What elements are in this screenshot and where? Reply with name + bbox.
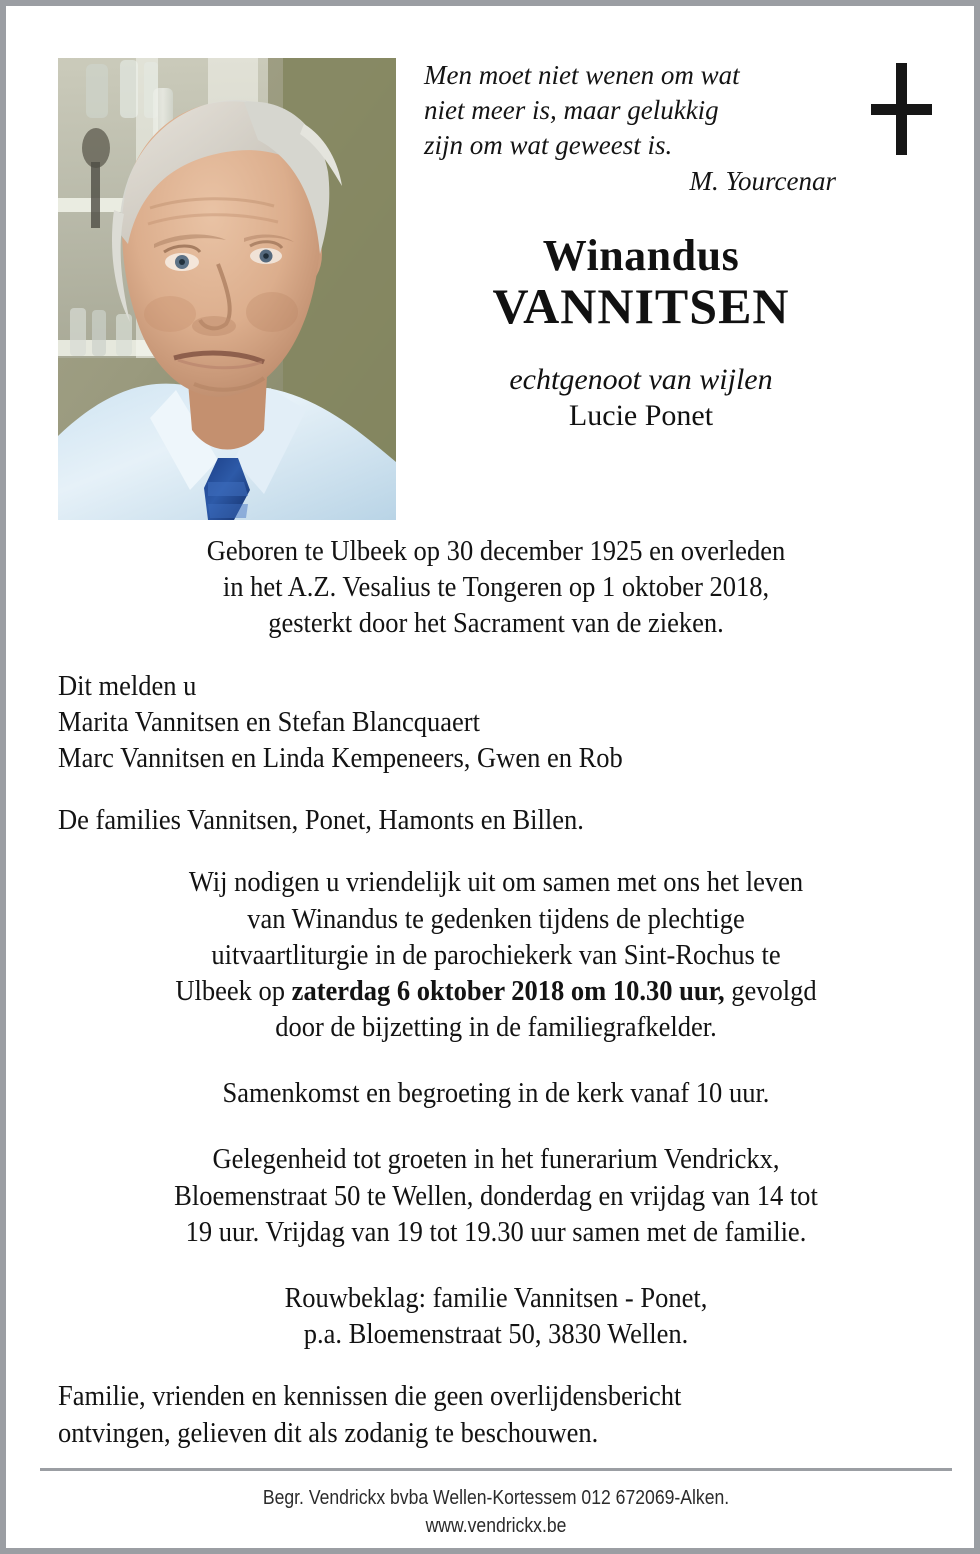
- condolences-line-2: p.a. Bloemenstraat 50, 3830 Wellen.: [303, 1319, 689, 1351]
- quote-attribution: M. Yourcenar: [689, 166, 836, 197]
- spacer: [58, 643, 934, 669]
- deceased-first-name: Winandus: [542, 231, 740, 280]
- gathering-line: Samenkomst en begroeting in de kerk vanaf 10 uur.: [222, 1078, 770, 1110]
- spacer: [58, 777, 934, 803]
- card-header: [6, 6, 974, 476]
- spouse-relation-label: echtgenoot van wijlen: [509, 363, 773, 396]
- invitation-line-5: door de bijzetting in de familiegrafkelder.: [275, 1012, 717, 1044]
- quote-line-2: niet meer is, maar gelukkig: [424, 95, 719, 126]
- families-line: De families Vannitsen, Ponet, Hamonts en Billen.: [58, 805, 584, 837]
- portrait-photo: [58, 58, 396, 520]
- quote-line-1: Men moet niet wenen om wat: [424, 60, 740, 90]
- visitation-line-3: 19 uur. Vrijdag van 19 tot 19.30 uur samen met de familie.: [185, 1216, 807, 1248]
- condolences-line-1: Rouwbeklag: familie Vannitsen - Ponet,: [284, 1283, 708, 1314]
- birth-death-line-2: in het A.Z. Vesalius te Tongeren op 1 oktober 2018,: [222, 572, 770, 604]
- spacer: [58, 839, 934, 865]
- invitation-line-4: [89, 974, 904, 1010]
- announce-line-3: Marc Vannitsen en Linda Kempeneers, Gwen en Rob: [58, 742, 623, 774]
- portrait-image: [58, 58, 396, 520]
- invitation-line-1: Wij nodigen u vriendelijk uit om samen met ons het leven: [188, 867, 804, 899]
- card-body: [58, 534, 934, 1452]
- invitation-line-3: uitvaartliturgie in de parochiekerk van Sint-Rochus te: [211, 939, 781, 971]
- card-inner: [6, 6, 974, 1548]
- announce-line-1: Dit melden u: [58, 670, 197, 702]
- funeral-datetime: zaterdag 6 oktober 2018 om 10.30 uur,: [291, 975, 725, 1007]
- spacer: [58, 1046, 934, 1076]
- footer-website[interactable]: www.vendrickx.be: [425, 1515, 567, 1538]
- footer-divider: [40, 1468, 952, 1471]
- latin-cross-icon: [870, 63, 932, 155]
- quote-line-3: zijn om wat geweest is.: [424, 130, 673, 161]
- announce-line-2: Marita Vannitsen en Stefan Blancquaert: [58, 706, 480, 738]
- invitation-prefix: Ulbeek op: [175, 975, 292, 1007]
- notice-line-1: Familie, vrienden en kennissen die geen overlijdensbericht: [58, 1381, 682, 1413]
- spacer: [58, 1353, 934, 1379]
- notice-line-2: ontvingen, gelieven dit als zodanig te beschouwen.: [58, 1417, 599, 1449]
- birth-death-line-3: gesterkt door het Sacrament van de zieken.: [268, 608, 724, 640]
- funeral-home-footer: [111, 1484, 882, 1541]
- visitation-line-2: Bloemenstraat 50 te Wellen, donderdag en vrijdag van 14 tot: [174, 1180, 818, 1212]
- visitation-line-1: Gelegenheid tot groeten in het funerarium Vendrickx,: [212, 1144, 780, 1176]
- spouse-name: Lucie Ponet: [568, 399, 714, 432]
- invitation-suffix: gevolgd: [724, 975, 817, 1007]
- invitation-line-2: van Winandus te gedenken tijdens de plechtige: [247, 903, 745, 935]
- deceased-name-block: [406, 231, 876, 434]
- quote-block: [424, 58, 844, 199]
- spacer: [58, 1251, 934, 1281]
- cross-horizontal-bar: [871, 104, 932, 115]
- spacer: [58, 1112, 934, 1142]
- birth-death-line-1: Geboren te Ulbeek op 30 december 1925 en overleden: [206, 536, 786, 567]
- footer-line-1: Begr. Vendrickx bvba Wellen-Kortessem 012 672069-Alken.: [262, 1487, 730, 1509]
- deceased-last-name: VANNITSEN: [492, 278, 790, 334]
